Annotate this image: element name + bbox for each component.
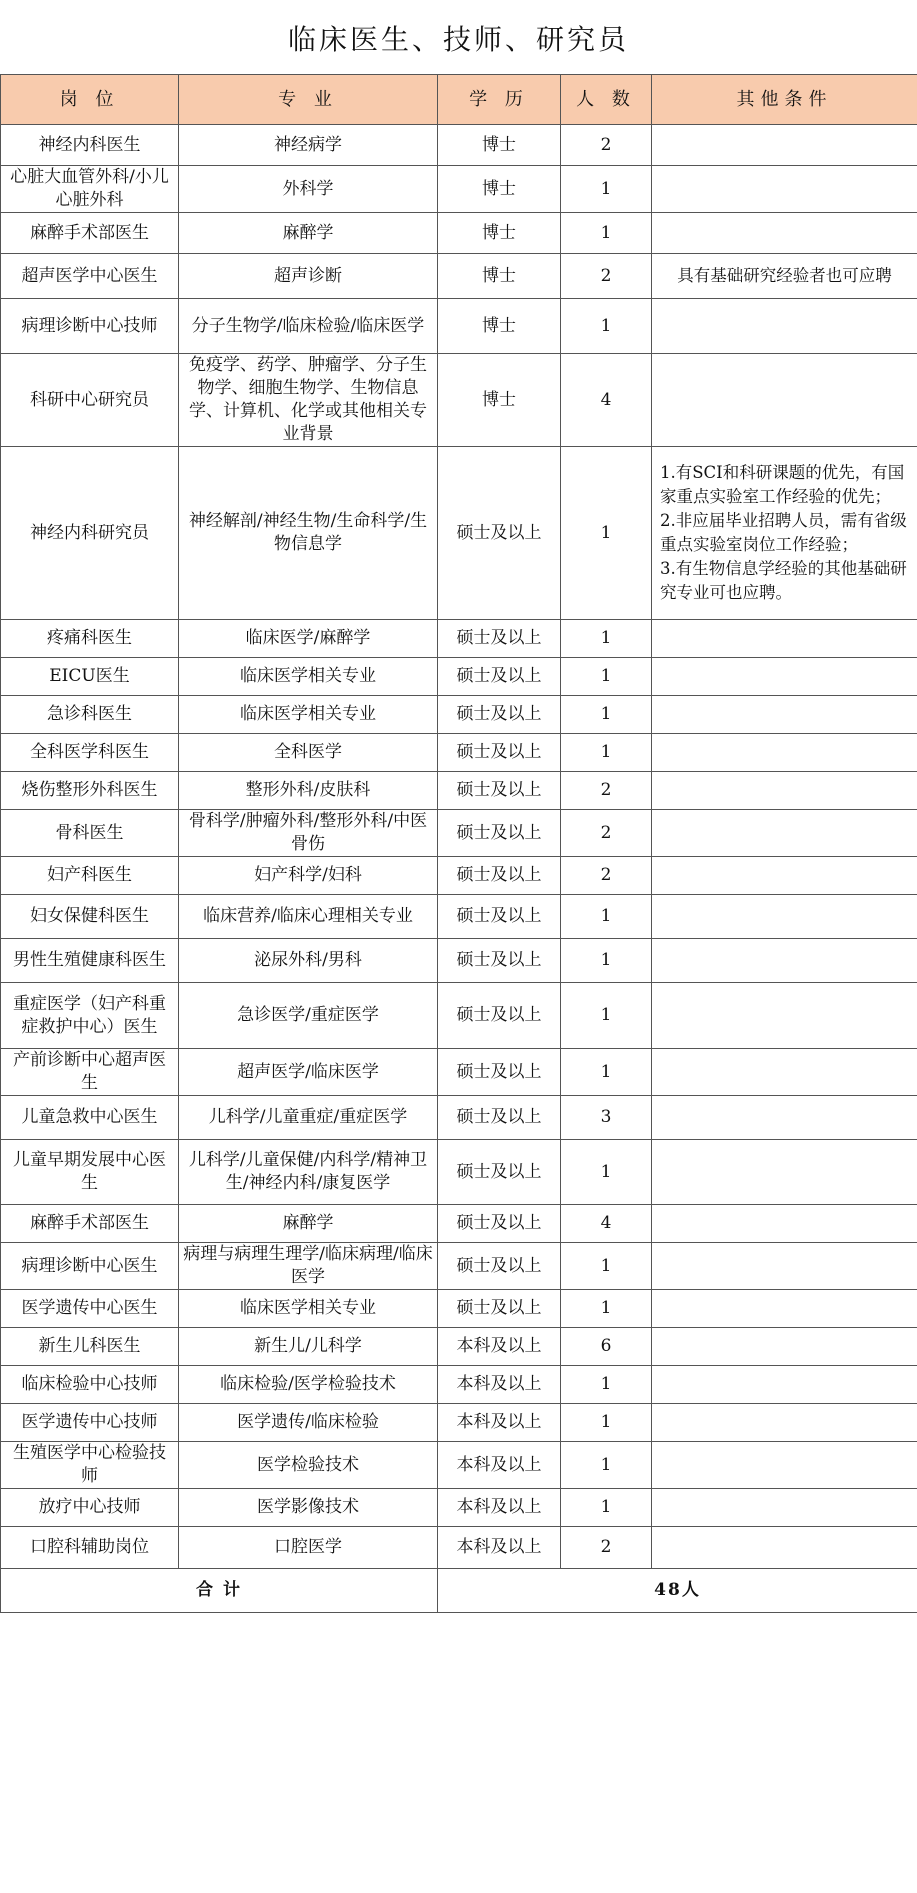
cell-major: 医学影像技术 — [179, 1489, 438, 1527]
cell-major: 儿科学/儿童保健/内科学/精神卫生/神经内科/康复医学 — [179, 1140, 438, 1205]
cell-major: 免疫学、药学、肿瘤学、分子生物学、细胞生物学、生物信息学、计算机、化学或其他相关专业背景 — [179, 354, 438, 447]
cell-post: 神经内科医生 — [1, 125, 179, 166]
cell-education: 硕士及以上 — [438, 734, 561, 772]
cell-education: 硕士及以上 — [438, 447, 561, 620]
cell-education: 硕士及以上 — [438, 620, 561, 658]
table-row — [1, 939, 917, 983]
cell-post: 放疗中心技师 — [1, 1489, 179, 1527]
table-body — [1, 125, 917, 1569]
cell-education: 硕士及以上 — [438, 939, 561, 983]
table-row — [1, 983, 917, 1049]
cell-conditions — [652, 1404, 917, 1442]
cell-major: 泌尿外科/男科 — [179, 939, 438, 983]
header-post: 岗 位 — [1, 75, 179, 125]
cell-conditions — [652, 734, 917, 772]
cell-education: 硕士及以上 — [438, 696, 561, 734]
cell-post: 医学遗传中心技师 — [1, 1404, 179, 1442]
cell-major: 妇产科学/妇科 — [179, 857, 438, 895]
table-row — [1, 772, 917, 810]
cell-count: 1 — [561, 1404, 652, 1442]
cell-conditions — [652, 1140, 917, 1205]
cell-count: 2 — [561, 1527, 652, 1569]
table-row — [1, 447, 917, 620]
table-row — [1, 354, 917, 447]
cell-post: 神经内科研究员 — [1, 447, 179, 620]
table-row — [1, 213, 917, 254]
cell-count: 1 — [561, 213, 652, 254]
cell-post: 产前诊断中心超声医生 — [1, 1049, 179, 1096]
cell-conditions — [652, 1489, 917, 1527]
cell-count: 4 — [561, 354, 652, 447]
cell-education: 本科及以上 — [438, 1404, 561, 1442]
cell-major: 全科医学 — [179, 734, 438, 772]
table-row — [1, 299, 917, 354]
cell-post: 心脏大血管外科/小儿心脏外科 — [1, 166, 179, 213]
cell-count: 6 — [561, 1328, 652, 1366]
cell-post: 烧伤整形外科医生 — [1, 772, 179, 810]
header-conditions: 其他条件 — [652, 75, 917, 125]
cell-education: 博士 — [438, 354, 561, 447]
table-row — [1, 1442, 917, 1489]
cell-major: 外科学 — [179, 166, 438, 213]
table-row — [1, 857, 917, 895]
cell-post: 病理诊断中心医生 — [1, 1243, 179, 1290]
cell-major: 分子生物学/临床检验/临床医学 — [179, 299, 438, 354]
cell-major: 超声医学/临床医学 — [179, 1049, 438, 1096]
cell-conditions — [652, 1328, 917, 1366]
cell-post: 妇女保健科医生 — [1, 895, 179, 939]
header-count: 人 数 — [561, 75, 652, 125]
cell-count: 1 — [561, 1140, 652, 1205]
cell-count: 1 — [561, 983, 652, 1049]
cell-post: 口腔科辅助岗位 — [1, 1527, 179, 1569]
cell-major: 麻醉学 — [179, 1205, 438, 1243]
cell-education: 硕士及以上 — [438, 1290, 561, 1328]
cell-conditions — [652, 1527, 917, 1569]
cell-post: EICU医生 — [1, 658, 179, 696]
cell-conditions — [652, 1205, 917, 1243]
cell-conditions — [652, 983, 917, 1049]
cell-count: 1 — [561, 1243, 652, 1290]
cell-education: 博士 — [438, 254, 561, 299]
cell-conditions — [652, 810, 917, 857]
cell-education: 硕士及以上 — [438, 857, 561, 895]
cell-conditions — [652, 125, 917, 166]
cell-count: 2 — [561, 857, 652, 895]
cell-conditions — [652, 895, 917, 939]
table-row — [1, 1205, 917, 1243]
cell-count: 2 — [561, 125, 652, 166]
cell-major: 神经病学 — [179, 125, 438, 166]
cell-conditions — [652, 1049, 917, 1096]
cell-education: 博士 — [438, 125, 561, 166]
table-row — [1, 1328, 917, 1366]
cell-conditions — [652, 1442, 917, 1489]
cell-count: 1 — [561, 1049, 652, 1096]
cell-count: 1 — [561, 1290, 652, 1328]
cell-post: 麻醉手术部医生 — [1, 213, 179, 254]
table-row — [1, 1049, 917, 1096]
table-header-row — [1, 75, 917, 125]
cell-education: 博士 — [438, 213, 561, 254]
cell-major: 神经解剖/神经生物/生命科学/生物信息学 — [179, 447, 438, 620]
cell-count: 2 — [561, 810, 652, 857]
cell-major: 骨科学/肿瘤外科/整形外科/中医骨伤 — [179, 810, 438, 857]
cell-conditions — [652, 696, 917, 734]
table-row — [1, 696, 917, 734]
cell-major: 临床医学相关专业 — [179, 1290, 438, 1328]
header-major: 专 业 — [179, 75, 438, 125]
cell-count: 1 — [561, 620, 652, 658]
cell-conditions — [652, 1096, 917, 1140]
table-row — [1, 895, 917, 939]
cell-count: 1 — [561, 166, 652, 213]
cell-major: 医学遗传/临床检验 — [179, 1404, 438, 1442]
cell-major: 急诊医学/重症医学 — [179, 983, 438, 1049]
cell-post: 重症医学（妇产科重症救护中心）医生 — [1, 983, 179, 1049]
cell-post: 临床检验中心技师 — [1, 1366, 179, 1404]
cell-major: 新生儿/儿科学 — [179, 1328, 438, 1366]
cell-conditions — [652, 772, 917, 810]
cell-post: 骨科医生 — [1, 810, 179, 857]
table-row — [1, 1290, 917, 1328]
cell-conditions — [652, 857, 917, 895]
page-title: 临床医生、技师、研究员 — [287, 23, 629, 56]
cell-major: 临床医学相关专业 — [179, 696, 438, 734]
cell-conditions — [652, 166, 917, 213]
cell-conditions — [652, 658, 917, 696]
cell-post: 麻醉手术部医生 — [1, 1205, 179, 1243]
cell-education: 本科及以上 — [438, 1489, 561, 1527]
cell-major: 医学检验技术 — [179, 1442, 438, 1489]
cell-count: 1 — [561, 734, 652, 772]
cell-education: 本科及以上 — [438, 1442, 561, 1489]
table-row — [1, 658, 917, 696]
cell-post: 新生儿科医生 — [1, 1328, 179, 1366]
cell-count: 1 — [561, 1442, 652, 1489]
cell-major: 超声诊断 — [179, 254, 438, 299]
cell-post: 医学遗传中心医生 — [1, 1290, 179, 1328]
cell-major: 临床医学/麻醉学 — [179, 620, 438, 658]
cell-count: 1 — [561, 447, 652, 620]
table-row — [1, 254, 917, 299]
table-row — [1, 1243, 917, 1290]
cell-conditions — [652, 354, 917, 447]
table-row — [1, 1527, 917, 1569]
cell-major: 临床医学相关专业 — [179, 658, 438, 696]
cell-conditions — [652, 213, 917, 254]
cell-education: 本科及以上 — [438, 1527, 561, 1569]
cell-conditions — [652, 1366, 917, 1404]
cell-education: 硕士及以上 — [438, 1205, 561, 1243]
cell-education: 博士 — [438, 166, 561, 213]
table-row — [1, 620, 917, 658]
cell-count: 2 — [561, 772, 652, 810]
cell-post: 超声医学中心医生 — [1, 254, 179, 299]
cell-major: 临床营养/临床心理相关专业 — [179, 895, 438, 939]
cell-major: 整形外科/皮肤科 — [179, 772, 438, 810]
cell-count: 3 — [561, 1096, 652, 1140]
cell-conditions — [652, 939, 917, 983]
cell-education: 博士 — [438, 299, 561, 354]
cell-count: 1 — [561, 939, 652, 983]
cell-education: 本科及以上 — [438, 1366, 561, 1404]
table-row — [1, 1404, 917, 1442]
cell-post: 男性生殖健康科医生 — [1, 939, 179, 983]
cell-count: 1 — [561, 658, 652, 696]
cell-education: 硕士及以上 — [438, 1096, 561, 1140]
cell-conditions: 具有基础研究经验者也可应聘 — [652, 254, 917, 299]
cell-count: 1 — [561, 299, 652, 354]
cell-major: 病理与病理生理学/临床病理/临床医学 — [179, 1243, 438, 1290]
cell-post: 全科医学科医生 — [1, 734, 179, 772]
cell-post: 儿童急救中心医生 — [1, 1096, 179, 1140]
cell-count: 1 — [561, 895, 652, 939]
cell-education: 硕士及以上 — [438, 895, 561, 939]
cell-education: 硕士及以上 — [438, 983, 561, 1049]
cell-major: 儿科学/儿童重症/重症医学 — [179, 1096, 438, 1140]
table-row — [1, 734, 917, 772]
cell-post: 妇产科医生 — [1, 857, 179, 895]
cell-conditions — [652, 1290, 917, 1328]
cell-education: 硕士及以上 — [438, 1140, 561, 1205]
table-row — [1, 810, 917, 857]
total-label: 合 计 — [1, 1569, 438, 1613]
cell-count: 4 — [561, 1205, 652, 1243]
cell-education: 硕士及以上 — [438, 772, 561, 810]
cell-conditions: 1.有SCI和科研课题的优先，有国家重点实验室工作经验的优先； 2.非应届毕业招聘人员，需有省级重点实验室岗位工作经验； 3.有生物信息学经验的其他基础研究专业可也应聘。 — [652, 447, 917, 620]
table-row — [1, 166, 917, 213]
cell-major: 临床检验/医学检验技术 — [179, 1366, 438, 1404]
header-education: 学 历 — [438, 75, 561, 125]
cell-education: 硕士及以上 — [438, 658, 561, 696]
cell-major: 麻醉学 — [179, 213, 438, 254]
cell-conditions — [652, 620, 917, 658]
cell-post: 生殖医学中心检验技师 — [1, 1442, 179, 1489]
total-row — [1, 1569, 917, 1613]
cell-major: 口腔医学 — [179, 1527, 438, 1569]
recruitment-table — [0, 74, 917, 1613]
cell-education: 本科及以上 — [438, 1328, 561, 1366]
cell-education: 硕士及以上 — [438, 810, 561, 857]
cell-count: 1 — [561, 696, 652, 734]
total-value: 48人 — [438, 1569, 917, 1613]
cell-post: 病理诊断中心技师 — [1, 299, 179, 354]
table-row — [1, 1096, 917, 1140]
cell-education: 硕士及以上 — [438, 1049, 561, 1096]
cell-count: 1 — [561, 1366, 652, 1404]
cell-post: 疼痛科医生 — [1, 620, 179, 658]
cell-count: 2 — [561, 254, 652, 299]
cell-count: 1 — [561, 1489, 652, 1527]
table-row — [1, 1489, 917, 1527]
table-row — [1, 1140, 917, 1205]
table-row — [1, 1366, 917, 1404]
table-row — [1, 125, 917, 166]
cell-post: 儿童早期发展中心医生 — [1, 1140, 179, 1205]
cell-education: 硕士及以上 — [438, 1243, 561, 1290]
cell-post: 科研中心研究员 — [1, 354, 179, 447]
cell-conditions — [652, 299, 917, 354]
cell-post: 急诊科医生 — [1, 696, 179, 734]
cell-conditions — [652, 1243, 917, 1290]
